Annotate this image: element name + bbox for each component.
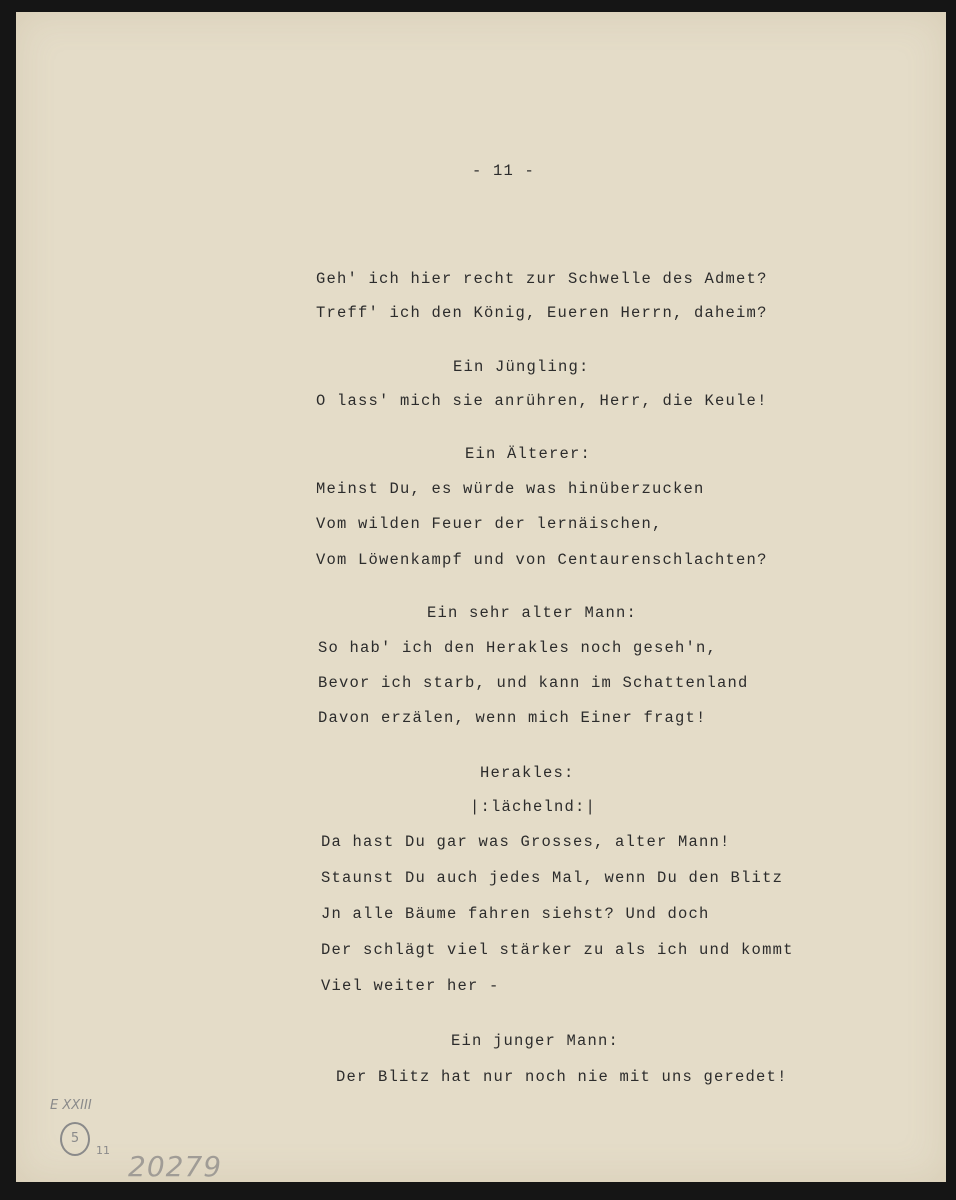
text-line: O lass' mich sie anrühren, Herr, die Keule!: [316, 392, 768, 410]
speaker-label: Ein junger Mann:: [451, 1032, 620, 1050]
text-line: Da hast Du gar was Grosses, alter Mann!: [321, 833, 731, 851]
speaker-label: Ein Jüngling:: [453, 358, 590, 376]
text-line: Vom wilden Feuer der lernäischen,: [316, 515, 663, 533]
text-line: Der Blitz hat nur noch nie mit uns geredet!: [336, 1068, 788, 1086]
text-line: Staunst Du auch jedes Mal, wenn Du den Blitz: [321, 869, 784, 887]
text-line: Bevor ich starb, und kann im Schattenland: [318, 674, 749, 692]
speaker-label: Ein Älterer:: [465, 445, 592, 463]
stage-direction: |:lächelnd:|: [470, 798, 597, 816]
archive-inventory-number: 20279: [128, 1150, 223, 1183]
page-number: - 11 -: [472, 162, 536, 180]
archive-small-number: 11: [96, 1144, 110, 1157]
text-line: Vom Löwenkampf und von Centaurenschlachten?: [316, 551, 768, 569]
archive-circle-mark: 5: [60, 1122, 90, 1156]
text-line: Jn alle Bäume fahren siehst? Und doch: [321, 905, 710, 923]
speaker-label: Ein sehr alter Mann:: [427, 604, 638, 622]
speaker-label: Herakles:: [480, 764, 575, 782]
paper-sheet: [16, 12, 946, 1182]
text-line: So hab' ich den Herakles noch geseh'n,: [318, 639, 718, 657]
text-line: Geh' ich hier recht zur Schwelle des Admet?: [316, 270, 768, 288]
text-line: Viel weiter her -: [321, 977, 500, 995]
text-line: Der schlägt viel stärker zu als ich und kommt: [321, 941, 794, 959]
text-line: Treff' ich den König, Eueren Herrn, daheim?: [316, 304, 768, 322]
text-line: Meinst Du, es würde was hinüberzucken: [316, 480, 705, 498]
archive-mark-top: E XXIII: [50, 1098, 92, 1113]
text-line: Davon erzälen, wenn mich Einer fragt!: [318, 709, 707, 727]
